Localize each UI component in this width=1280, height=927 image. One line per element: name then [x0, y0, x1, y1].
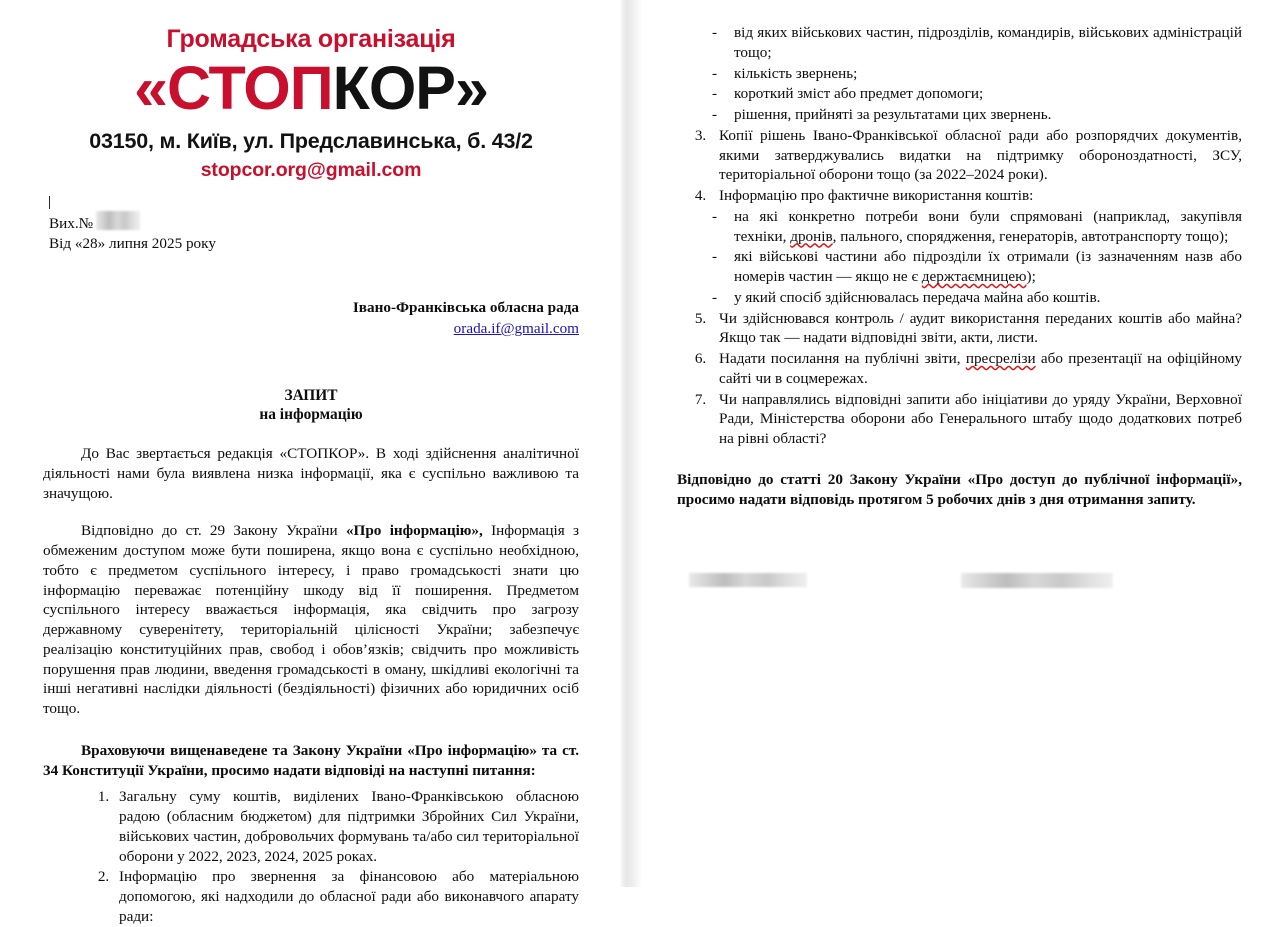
signature-block [677, 567, 1242, 607]
spellcheck-flagged-word: пресрелізи [965, 350, 1036, 367]
paragraph-law-part2: Інформація з обмеженим доступом може бути поширена, якщо вона є суспільно необхідною, тобто є предметом суспільного інтересу, і право громадськості знати цю інформацію переважає потенційну шкоду від її поширення. Предметом суспільного інтересу вважається інформація, яка свідчить про загрозу державному суверенітету, територіальній цілісності України; забезпечує реалізацію конституційних прав, свобод і обов’язків; свідчить про можливість порушення прав людини, введення громадськості в оману, шкідливі екологічні та інші негативні наслідки діяльності (бездіяльності) фізичних або юридичних осіб тощо. [43, 522, 579, 718]
signature-name-redaction-right [961, 573, 1113, 588]
sub-bullet-item: - короткий зміст або предмет допомоги; [710, 84, 1242, 104]
question-item: 1. Загальну суму коштів, виділених Івано-Франківською обласною радою (обласним бюджетом) для підтримки Збройних Сил України, військових частин, добровольчих формувань та/або сил територіальної оборони у 2022, 2023, 2024, 2025 роках. [113, 787, 579, 866]
sub-bullets-continued [677, 23, 1242, 125]
sub-bullet-text-before: які військові частини або підрозділи їх отримали (із зазначенням назв або номерів частин — якщо не є [734, 248, 1242, 285]
spellcheck-flagged-word: держтаємницею [921, 268, 1027, 285]
document-title-line-2: на інформацію [259, 406, 363, 424]
sub-bullet-item: - рішення, прийняті за результатами цих звернень. [710, 105, 1242, 125]
sub-bullet-item: - від яких військових частин, підрозділів, командирів, військових адміністрацій тощо; [710, 23, 1242, 63]
addressee-name: Івано-Франківська обласна рада [352, 298, 579, 316]
sub-bullets-question-4 [677, 207, 1242, 308]
left-page-paragraphs [0, 444, 622, 927]
page-gutter-divider [620, 0, 642, 887]
paragraph-closing-deadline: Відповідно до статті 20 Закону України «Про доступ до публічної інформації», просимо надати відповідь протягом 5 робочих днів з дня отримання запиту. [677, 470, 1242, 508]
question-item: 2. Інформацію про звернення за фінансовою або матеріальною допомогою, які надходили до обласної ради або виконавчого апарату ради: [113, 867, 579, 926]
signature-name-redaction-left [689, 573, 807, 587]
letterhead [0, 0, 622, 182]
document-page-left [0, 0, 622, 925]
questions-list-right-a [677, 126, 1242, 206]
brand-text-red: «СТОП [134, 53, 333, 122]
letterhead-brand [0, 53, 622, 122]
spellcheck-flagged-word: дронів [790, 227, 833, 245]
sub-bullet-text-after: , пального, спорядження, генераторів, автотранспорту тощо); [832, 227, 1229, 245]
paragraph-law-bold-citation: «Про інформацію», [345, 522, 483, 540]
sub-bullet-item: - кількість звернень; [710, 64, 1242, 84]
question-item [710, 349, 1242, 389]
questions-list-left [43, 787, 579, 926]
question-item: 7. Чи направлялись відповідні запити або ініціативи до уряду України, Верховної Ради, Міністерства оборони або Генерального штабу щодо додаткових потреб на рівні області? [710, 390, 1242, 449]
question-item: 4. Інформацію про фактичне використання коштів: [710, 186, 1242, 206]
document-page-right [641, 0, 1280, 887]
question-item: 3. Копії рішень Івано-Франківської обласної ради або розпорядчих документів, якими затверджувались видатки на підтримку обороноздатності, ЗСУ, територіальної оборони тощо (за 2022–2024 роки). [710, 126, 1242, 185]
paragraph-law [43, 521, 579, 719]
outgoing-number-redaction [96, 211, 140, 230]
sub-bullet-text-before: у який спосіб здійснювалась передача майна або коштів. [734, 288, 1101, 306]
outgoing-number-line [49, 211, 579, 234]
letterhead-address: 03150, м. Київ, ул. Предславинська, б. 43/2 [89, 129, 533, 154]
sub-bullet-item [710, 247, 1242, 287]
sub-bullet-text-after: ); [1026, 268, 1036, 285]
brand-text-dark: КОР» [332, 53, 488, 122]
question-text-after: або презентації на офіційному сайті чи в соцмережах. [719, 350, 1242, 387]
outgoing-number-label: Вих.№ [49, 215, 94, 233]
paragraph-law-part1: Відповідно до ст. 29 Закону України [81, 522, 346, 540]
letterhead-organization-line: Громадська організація [166, 25, 456, 53]
paragraph-intro: До Вас звертається редакція «СТОПКОР». В ході здійснення аналітичної діяльності нами була виявлена низка інформації, яка є суспільно важливою та значущою. [43, 445, 579, 502]
letterhead-email: stopcor.org@gmail.com [200, 159, 422, 182]
question-text-before: Надати посилання на публічні звіти, [719, 350, 966, 367]
document-title-line-1: ЗАПИТ [284, 386, 338, 404]
document-date-line: Від «28» липня 2025 року [49, 234, 216, 252]
sub-bullet-text-before: на які конкретно потреби вони були спрямовані (наприклад, закупівля техніки, [734, 207, 1242, 245]
addressee-block [0, 298, 622, 340]
left-page-body [0, 196, 622, 254]
questions-list-right-b [677, 309, 1242, 449]
paragraph-lead-request: Враховуючи вищенаведене та Закону України «Про інформацію» та ст. 34 Конституції України, просимо надати відповіді на наступні питання: [43, 741, 579, 779]
sub-bullet-item [710, 207, 1242, 247]
sub-bullet-item [710, 288, 1242, 308]
addressee-email-link[interactable]: orada.if@gmail.com [453, 320, 579, 338]
document-title [0, 386, 622, 425]
right-page-body [641, 0, 1280, 607]
question-item: 5. Чи здійснювався контроль / аудит використання переданих коштів або майна? Якщо так — надати відповідні звіти, акти, листи. [710, 309, 1242, 349]
text-cursor-marker [49, 196, 50, 209]
